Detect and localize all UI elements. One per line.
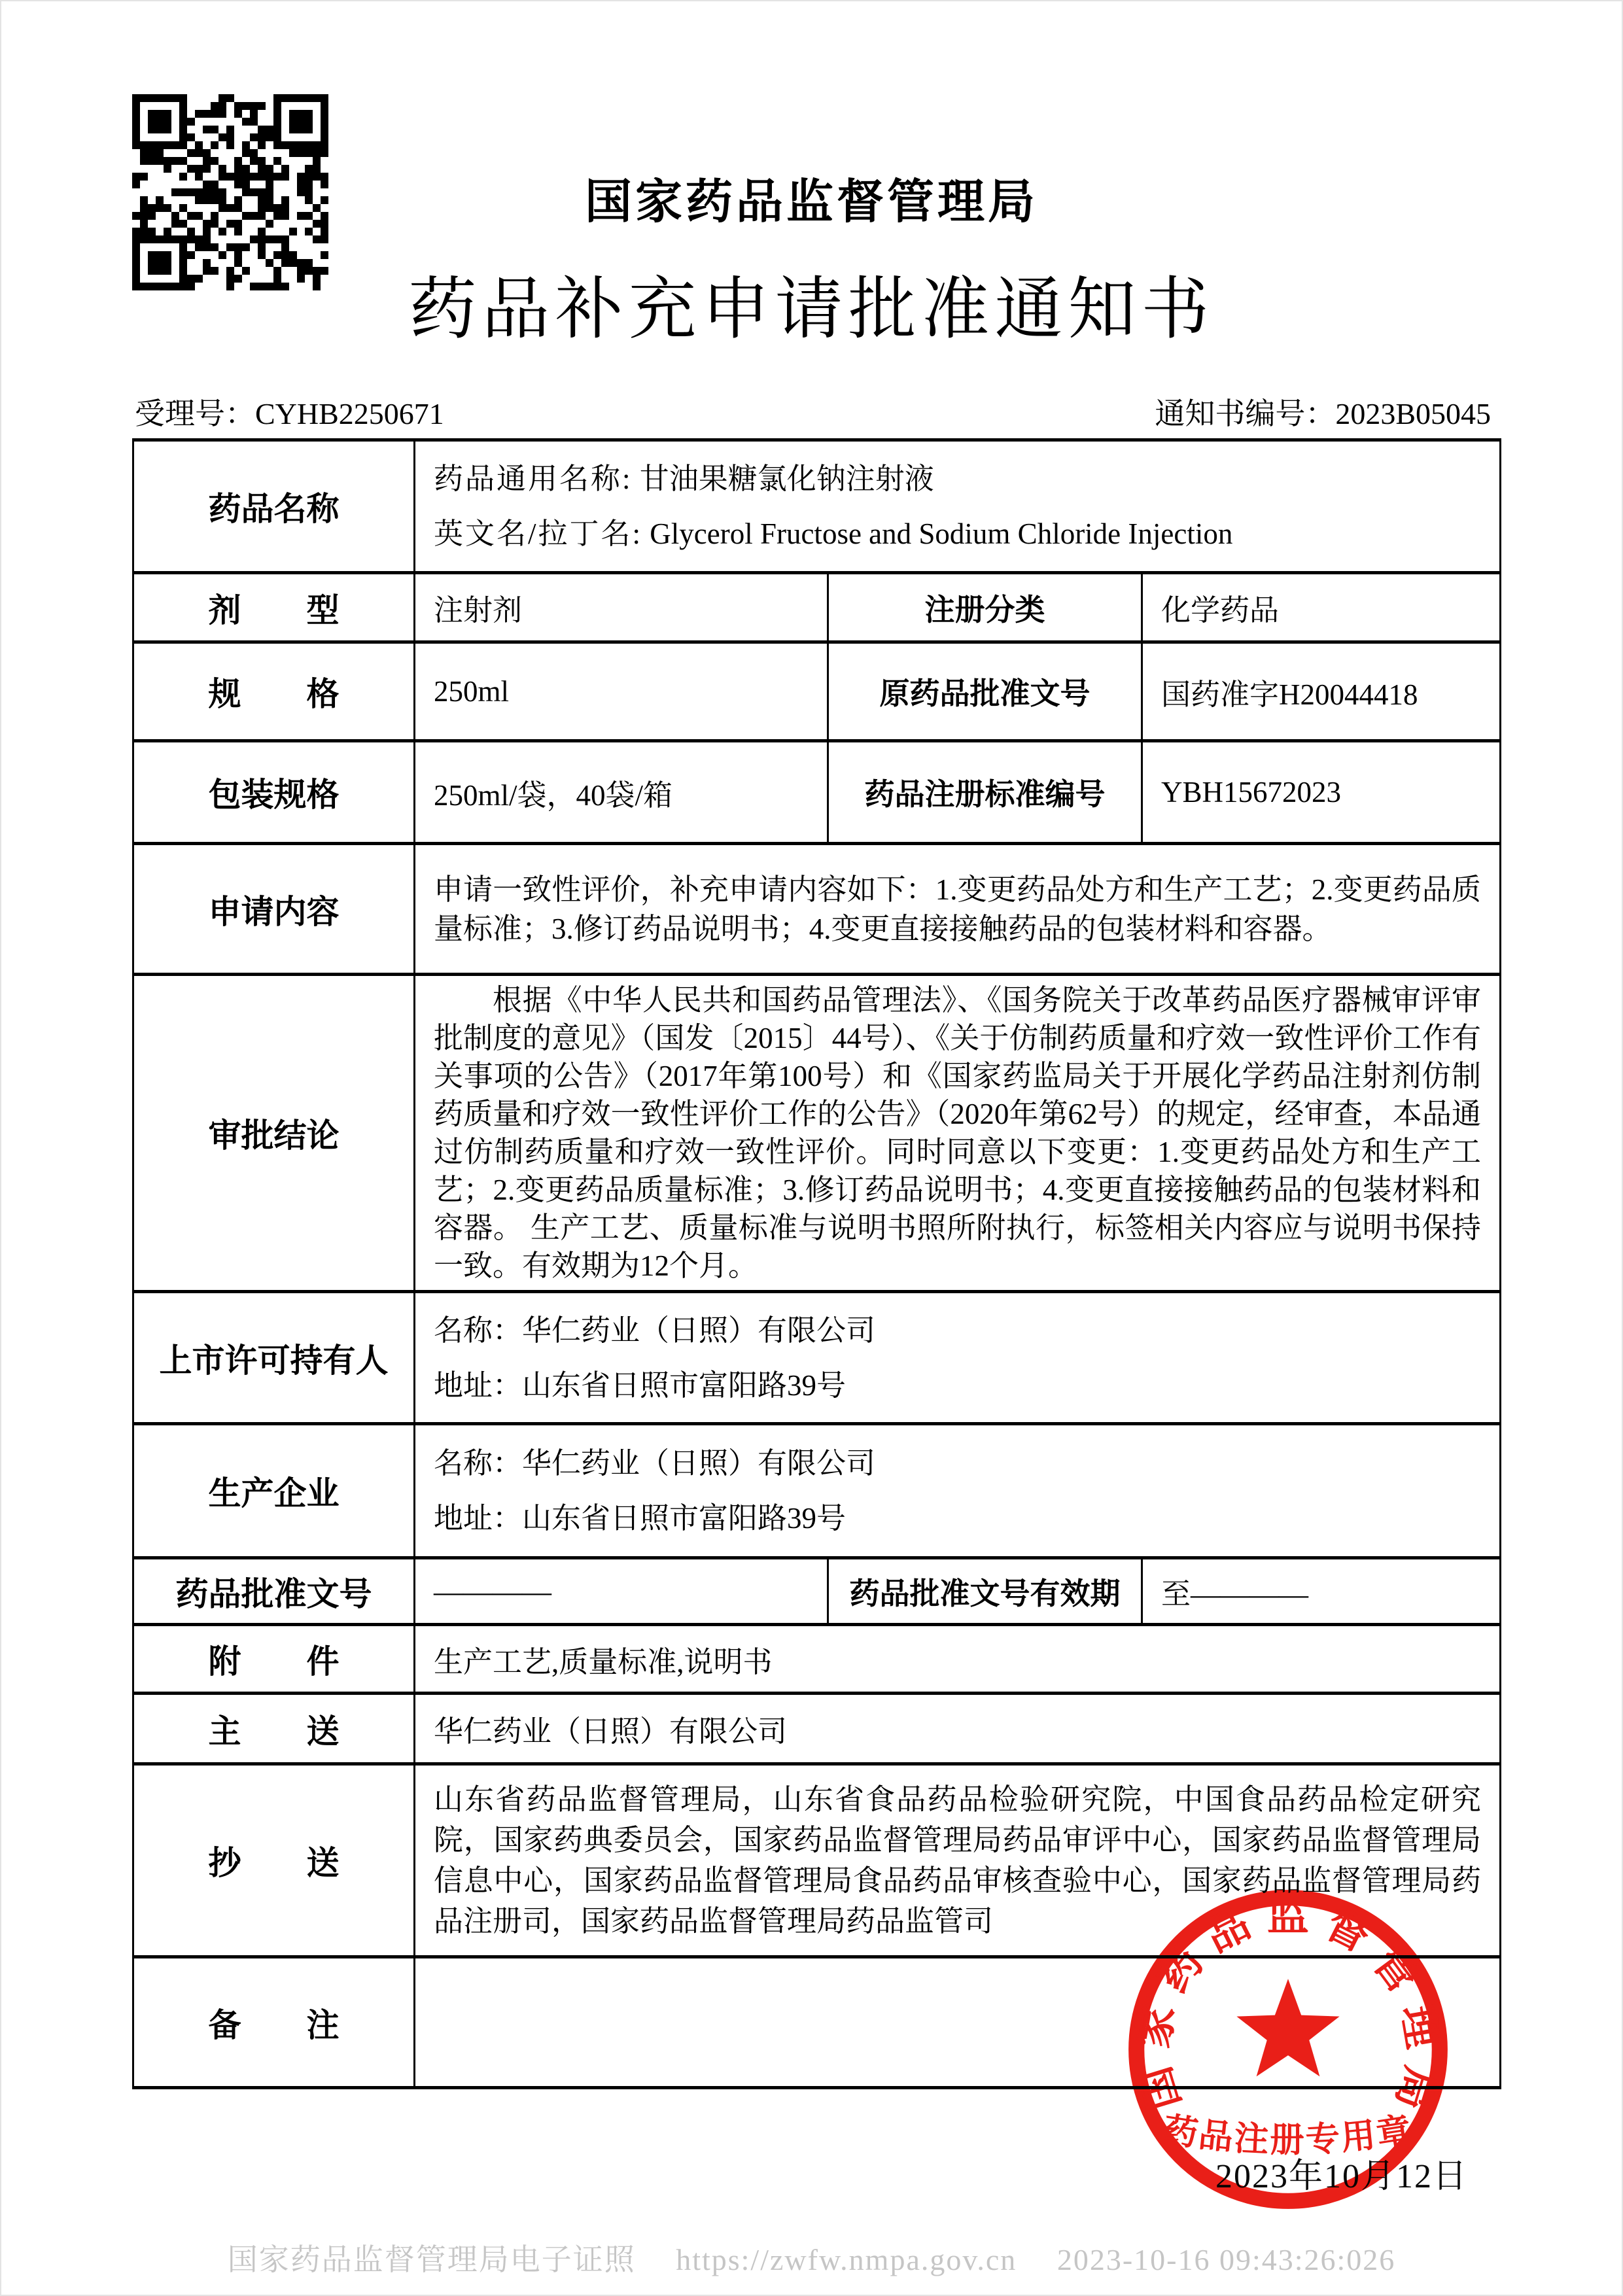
footer-timestamp: 2023-10-16 09:43:26:026 <box>1056 2243 1396 2276</box>
row-drug-name <box>133 440 1501 573</box>
specification-value: 250ml <box>415 642 828 741</box>
footer-issuer: 国家药品监督管理局电子证照 <box>227 2243 636 2276</box>
approval-conclusion-value: 根据《中华人民共和国药品管理法》、《国务院关于改革药品医疗器械审评审批制度的意见》（国发〔2015〕44号）、《关于仿制药质量和疗效一致性评价工作有关事项的公告》（2017年第100号）和《国家药监局关于开展化学药品注射剂仿制药质量和疗效一致性评价工作的公告》（2020年第62号）的规定，经审查，本品通过仿制药质量和疗效一致性评价。同时同意以下变更：1.变更药品处方和生产工艺；2.变更药品质量标准；3.修订药品说明书；4.变更直接接触药品的包装材料和容器。 生产工艺、质量标准与说明书照所附执行，标签相关内容应与说明书保持一致。有效期为12个月。 <box>415 975 1501 1292</box>
svg-text:药: 药 <box>1149 1939 1212 2001</box>
footer-url: https://zwfw.nmpa.gov.cn <box>676 2243 1017 2276</box>
registration-standard-no-value: YBH15672023 <box>1142 741 1501 844</box>
remarks-label: 备 注 <box>133 1957 415 2088</box>
issue-date: 2023年10月12日 <box>1215 2158 1469 2195</box>
row-approval-conclusion <box>133 975 1501 1292</box>
svg-text:监: 监 <box>1266 1892 1310 1939</box>
approval-conclusion-label: 审批结论 <box>133 975 415 1292</box>
approval-number-label: 药品批准文号 <box>133 1558 415 1625</box>
row-specification <box>133 642 1501 741</box>
row-application-content <box>133 844 1501 975</box>
seal-bottom-text: 药品注册专用章 <box>1161 2110 1416 2160</box>
original-approval-no-label: 原药品批准文号 <box>828 642 1142 741</box>
footer <box>1 2236 1622 2279</box>
registration-class-label: 注册分类 <box>828 573 1142 642</box>
reference-line <box>135 390 1491 433</box>
drug-name-label: 药品名称 <box>133 440 415 573</box>
notice-number: 通知书编号：2023B05045 <box>1155 397 1491 430</box>
cc-value: 山东省药品监督管理局，山东省食品药品检验研究院，中国食品药品检定研究院，国家药典委员会，国家药品监督管理局药品审评中心，国家药品监督管理局信息中心，国家药品监督管理局食品药品审核查验中心，国家药品监督管理局药品注册司，国家药品监督管理局药品监管司 <box>415 1764 1501 1957</box>
row-dosage-form <box>133 573 1501 642</box>
license-holder-value: 名称：华仁药业（日照）有限公司 地址：山东省日照市富阳路39号 <box>415 1292 1501 1424</box>
org-name: 国家药品监督管理局 <box>584 176 1038 228</box>
svg-text:家: 家 <box>1130 2002 1183 2052</box>
application-content-label: 申请内容 <box>133 844 415 975</box>
dosage-form-value: 注射剂 <box>415 573 828 642</box>
row-approval-number <box>133 1558 1501 1625</box>
row-attachments <box>133 1625 1501 1694</box>
main-recipient-value: 华仁药业（日照）有限公司 <box>415 1694 1501 1764</box>
dosage-form-label: 剂 型 <box>133 573 415 642</box>
registration-standard-no-label: 药品注册标准编号 <box>828 741 1142 844</box>
row-package-specification <box>133 741 1501 844</box>
approval-table <box>132 438 1501 2089</box>
specification-label: 规 格 <box>133 642 415 741</box>
package-specification-value: 250ml/袋，40袋/箱 <box>415 741 828 844</box>
seal-star-icon <box>1236 1979 1339 2076</box>
approval-number-validity-label: 药品批准文号有效期 <box>828 1558 1142 1625</box>
official-seal <box>1120 1880 1456 2216</box>
svg-text:药品注册专用章 <box>1161 2111 1416 2159</box>
svg-text:品: 品 <box>1198 1900 1257 1961</box>
svg-text:局: 局 <box>1387 2061 1444 2115</box>
row-manufacturer <box>133 1424 1501 1558</box>
approval-number-validity-value: 至———— <box>1142 1558 1501 1625</box>
original-approval-no-value: 国药准字H20044418 <box>1142 642 1501 741</box>
svg-text:督: 督 <box>1319 1900 1378 1961</box>
main-recipient-label: 主 送 <box>133 1694 415 1764</box>
acceptance-number: 受理号：CYHB2250671 <box>135 397 444 430</box>
approval-number-value: ———— <box>415 1558 828 1625</box>
registration-class-value: 化学药品 <box>1142 573 1501 642</box>
row-license-holder <box>133 1292 1501 1424</box>
svg-text:国: 国 <box>1132 2061 1189 2115</box>
svg-text:管: 管 <box>1364 1939 1427 2001</box>
attachments-value: 生产工艺,质量标准,说明书 <box>415 1625 1501 1694</box>
manufacturer-value: 名称：华仁药业（日照）有限公司 地址：山东省日照市富阳路39号 <box>415 1424 1501 1558</box>
drug-name-value: 药品通用名称: 甘油果糖氯化钠注射液 英文名/拉丁名: Glycerol Fructose and Sodium Chloride Injection <box>415 440 1501 573</box>
license-holder-label: 上市许可持有人 <box>133 1292 415 1424</box>
row-main-recipient <box>133 1694 1501 1764</box>
application-content-value: 申请一致性评价，补充申请内容如下：1.变更药品处方和生产工艺；2.变更药品质量标准；3.修订药品说明书；4.变更直接接触药品的包装材料和容器。 <box>415 844 1501 975</box>
package-specification-label: 包装规格 <box>133 741 415 844</box>
svg-text:理: 理 <box>1393 2002 1446 2052</box>
attachments-label: 附 件 <box>133 1625 415 1694</box>
page-title: 药品补充申请批准通知书 <box>408 272 1215 347</box>
cc-label: 抄 送 <box>133 1764 415 1957</box>
manufacturer-label: 生产企业 <box>133 1424 415 1558</box>
